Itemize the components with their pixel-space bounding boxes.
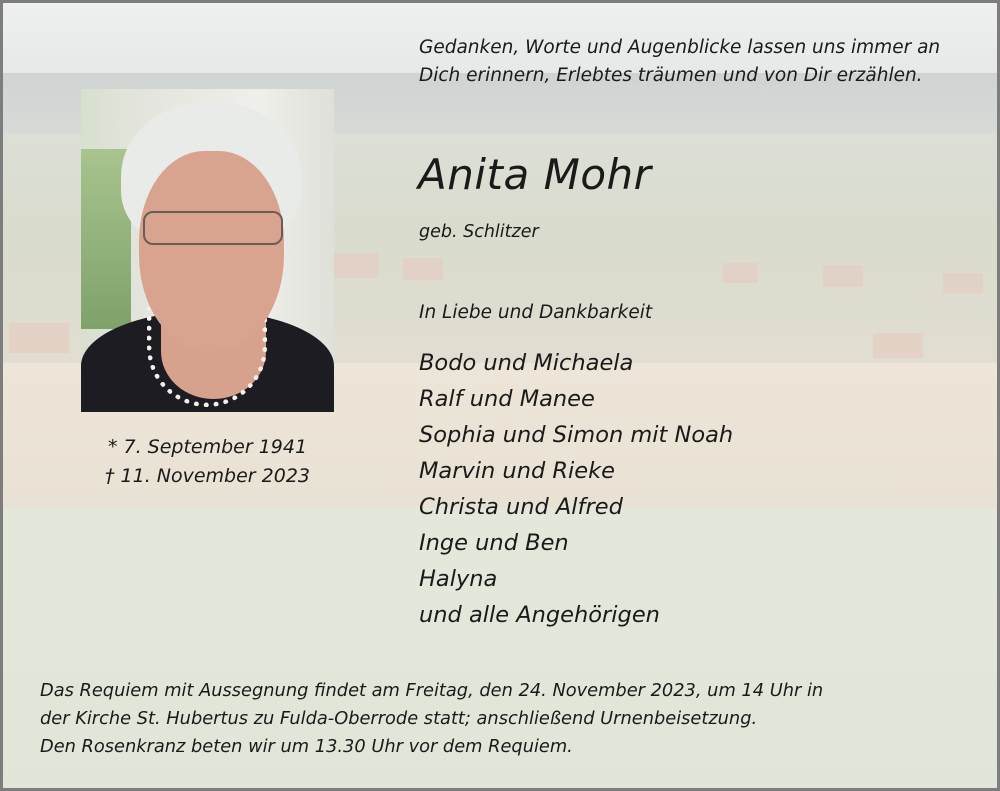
- mourner: und alle Angehörigen: [419, 602, 660, 628]
- mourner: Marvin und Rieke: [419, 458, 615, 484]
- life-dates: [81, 433, 334, 491]
- service-line: Den Rosenkranz beten wir um 13.30 Uhr vor dem Requiem.: [40, 736, 573, 757]
- mourner: Bodo und Michaela: [419, 350, 634, 376]
- deceased-name: Anita Mohr: [418, 150, 652, 199]
- face: [139, 151, 284, 351]
- quote-line: Gedanken, Worte und Augenblicke lassen uns immer an: [419, 37, 941, 58]
- mourners-list: [419, 345, 733, 633]
- service-info: [40, 677, 823, 761]
- death-date: † 11. November 2023: [104, 465, 311, 487]
- gratitude-line: In Liebe und Dankbarkeit: [419, 302, 653, 323]
- house: [333, 253, 378, 278]
- mourner: Inge und Ben: [419, 530, 569, 556]
- glasses-icon: [143, 211, 283, 245]
- house: [873, 333, 923, 358]
- house: [823, 265, 863, 287]
- house: [943, 273, 983, 293]
- mourner: Ralf und Manee: [419, 386, 595, 412]
- mourner: Christa und Alfred: [419, 494, 623, 520]
- house: [723, 263, 758, 283]
- quote-line: Dich erinnern, Erlebtes träumen und von Dir erzählen.: [419, 65, 923, 86]
- portrait-photo: [81, 89, 334, 412]
- memorial-quote: [419, 34, 940, 90]
- service-line: der Kirche St. Hubertus zu Fulda-Oberrode statt; anschließend Urnenbeisetzung.: [40, 708, 758, 729]
- service-line: Das Requiem mit Aussegnung findet am Freitag, den 24. November 2023, um 14 Uhr in: [40, 680, 824, 701]
- mourner: Sophia und Simon mit Noah: [419, 422, 734, 448]
- house: [403, 258, 443, 280]
- house: [9, 323, 69, 353]
- birth-date: * 7. September 1941: [107, 436, 308, 458]
- maiden-name: geb. Schlitzer: [419, 222, 539, 242]
- mourner: Halyna: [419, 566, 498, 592]
